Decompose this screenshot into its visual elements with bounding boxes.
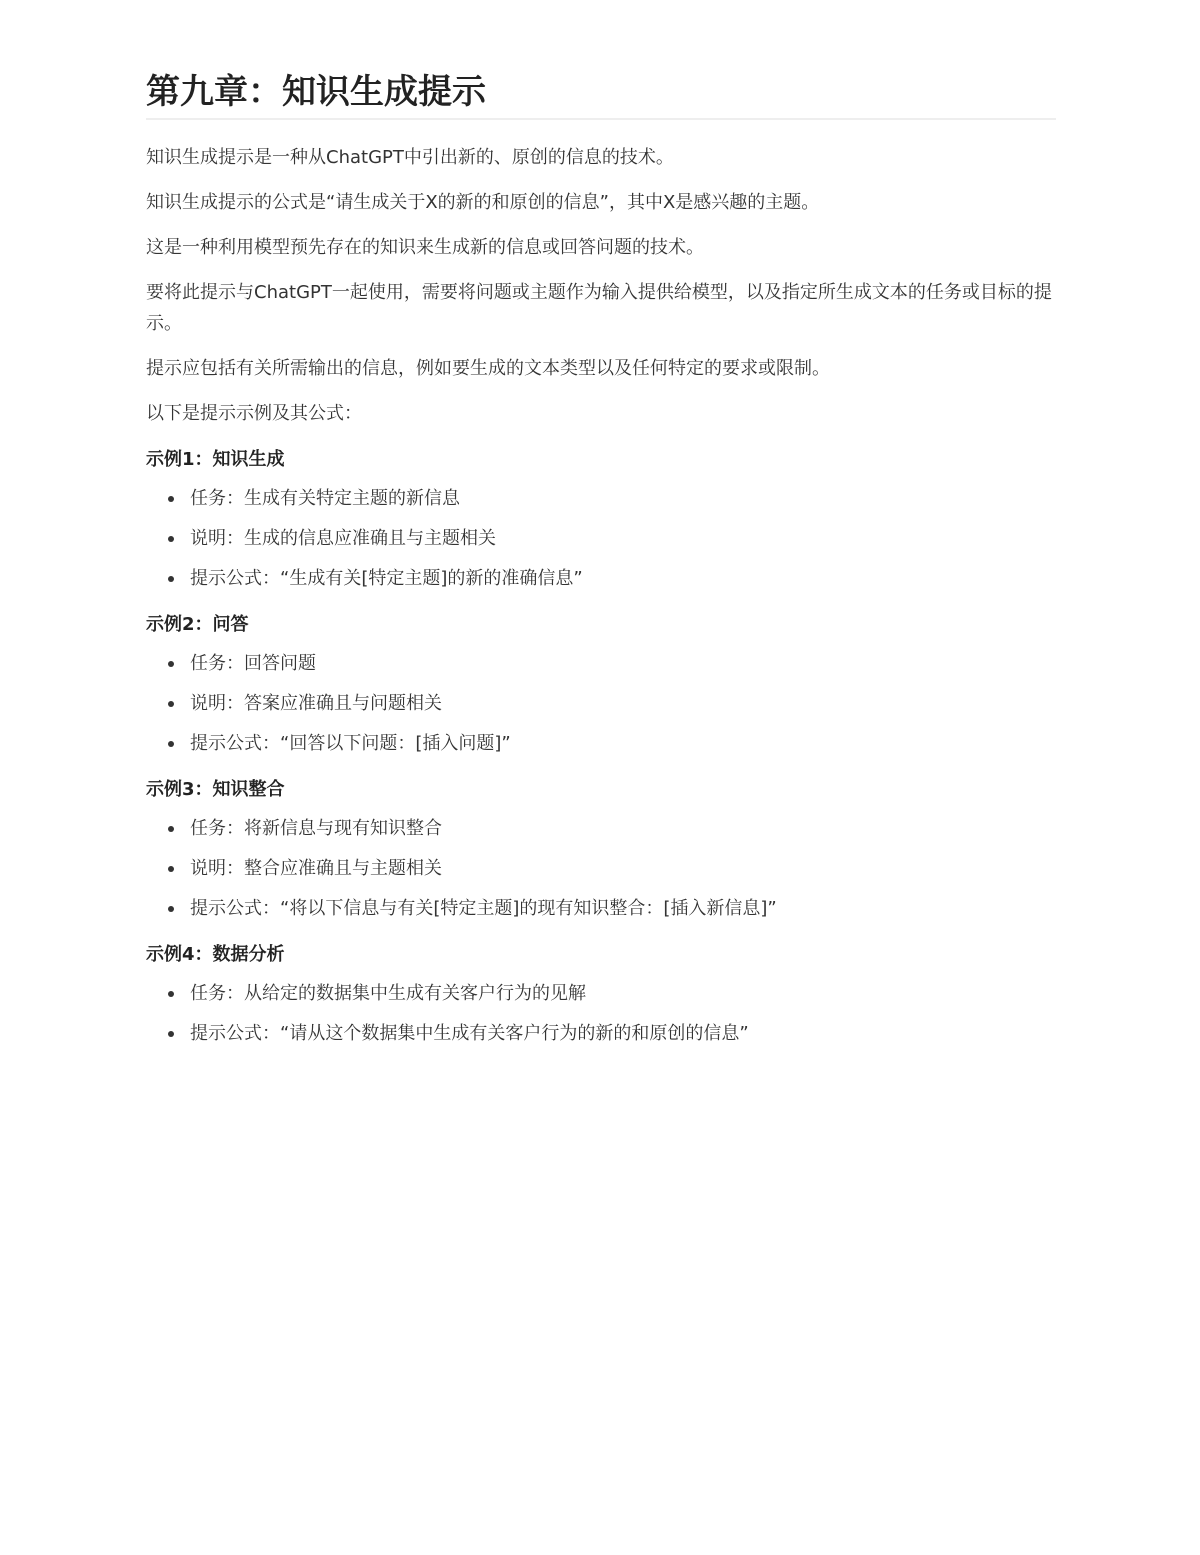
list-item [168, 689, 1056, 719]
bullet-icon [168, 496, 174, 502]
bullet-icon [168, 741, 174, 747]
list-item [168, 524, 1056, 554]
example-4-section [146, 940, 1056, 1049]
example-1-section [146, 445, 1056, 594]
list-item [168, 979, 1056, 1009]
chapter-title: 第九章：知识生成提示 [146, 72, 1056, 120]
example-4-list [146, 979, 1056, 1049]
list-item [168, 1019, 1056, 1049]
intro-section [146, 142, 1056, 429]
list-item-text: 提示公式：“回答以下问题：[插入问题]” [190, 733, 511, 754]
list-item-text: 提示公式：“生成有关[特定主题]的新的准确信息” [190, 568, 583, 589]
list-item [168, 894, 1056, 924]
list-item-text: 提示公式：“将以下信息与有关[特定主题]的现有知识整合：[插入新信息]” [190, 898, 777, 919]
list-item-text: 任务：回答问题 [190, 653, 316, 674]
list-item-text: 说明：整合应准确且与主题相关 [190, 858, 442, 879]
list-item [168, 564, 1056, 594]
bullet-icon [168, 576, 174, 582]
list-item [168, 649, 1056, 679]
paragraph-formula: 知识生成提示的公式是“请生成关于X的新的和原创的信息”，其中X是感兴趣的主题。 [146, 192, 820, 213]
bullet-icon [168, 701, 174, 707]
example-3-list [146, 814, 1056, 924]
example-2-title: 示例2：问答 [146, 614, 249, 635]
example-1-title: 示例1：知识生成 [146, 449, 285, 470]
paragraph-usage: 要将此提示与ChatGPT一起使用，需要将问题或主题作为输入提供给模型，以及指定所生成文本的任务或目标的提示。 [146, 282, 1052, 334]
list-item-text: 提示公式：“请从这个数据集中生成有关客户行为的新的和原创的信息” [190, 1023, 749, 1044]
paragraph-definition: 知识生成提示是一种从ChatGPT中引出新的、原创的信息的技术。 [146, 147, 674, 168]
paragraph-examples-intro: 以下是提示示例及其公式： [146, 403, 362, 424]
bullet-icon [168, 1031, 174, 1037]
list-item-text: 任务：从给定的数据集中生成有关客户行为的见解 [190, 983, 586, 1004]
example-4-title: 示例4：数据分析 [146, 944, 285, 965]
example-3-title: 示例3：知识整合 [146, 779, 285, 800]
bullet-icon [168, 906, 174, 912]
bullet-icon [168, 991, 174, 997]
list-item [168, 854, 1056, 884]
bullet-icon [168, 826, 174, 832]
bullet-icon [168, 661, 174, 667]
list-item [168, 484, 1056, 514]
list-item-text: 任务：生成有关特定主题的新信息 [190, 488, 460, 509]
document-content [146, 72, 1056, 1049]
list-item-text: 任务：将新信息与现有知识整合 [190, 818, 442, 839]
bullet-icon [168, 536, 174, 542]
example-2-section [146, 610, 1056, 759]
list-item-text: 说明：答案应准确且与问题相关 [190, 693, 442, 714]
bullet-icon [168, 866, 174, 872]
paragraph-technique: 这是一种利用模型预先存在的知识来生成新的信息或回答问题的技术。 [146, 237, 704, 258]
list-item [168, 814, 1056, 844]
example-1-list [146, 484, 1056, 594]
paragraph-requirements: 提示应包括有关所需输出的信息，例如要生成的文本类型以及任何特定的要求或限制。 [146, 358, 830, 379]
list-item [168, 729, 1056, 759]
example-3-section [146, 775, 1056, 924]
list-item-text: 说明：生成的信息应准确且与主题相关 [190, 528, 496, 549]
example-2-list [146, 649, 1056, 759]
